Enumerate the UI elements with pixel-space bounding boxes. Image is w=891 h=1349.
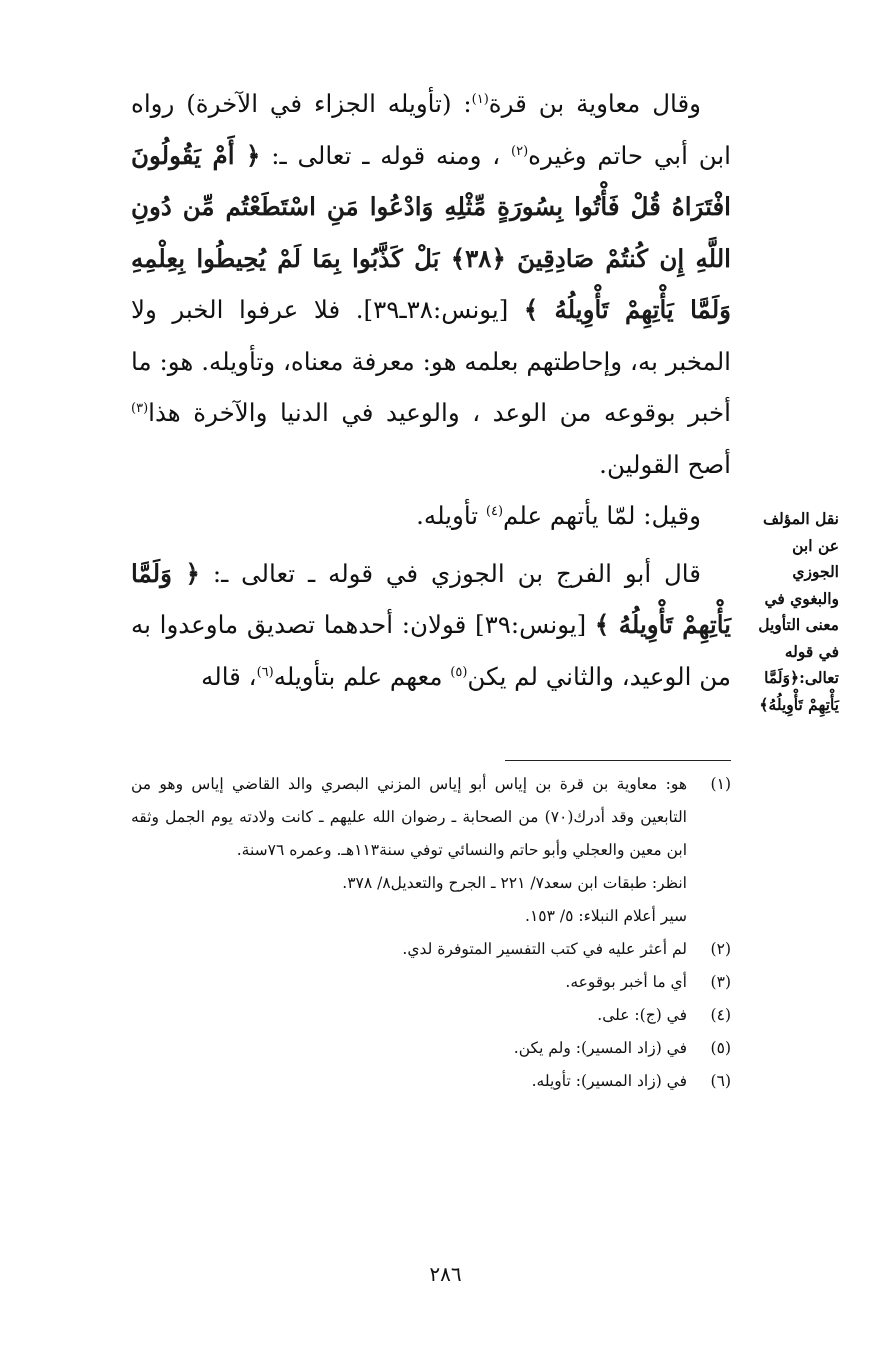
footnote-number: (٥) bbox=[710, 1039, 731, 1057]
footnote-1-reference: انظر: طبقات ابن سعد٧/ ٢٢١ ـ الجرح والتعديل٨/ ٣٧٨. bbox=[342, 874, 687, 892]
footnote-4 bbox=[131, 999, 731, 1032]
footnote-number: (١) bbox=[710, 775, 731, 793]
footnote-ref-4[interactable]: (٤) bbox=[485, 503, 504, 519]
footnote-text: في (زاد المسير): تأويله. bbox=[531, 1072, 687, 1090]
footnotes bbox=[131, 768, 731, 1098]
page-number: ٢٨٦ bbox=[429, 1262, 462, 1286]
footnote-ref-2[interactable]: (٢) bbox=[511, 143, 529, 159]
text-run: [يونس:٣٩] قولان: أحدهما تصديق ماوعدوا به من الوعيد، والثاني لم يكن bbox=[131, 610, 731, 691]
margin-note-verse: ﴿وَلَمَّا يَأْتِهِمْ تَأْوِيلُهُ﴾ bbox=[759, 668, 839, 714]
footnote-text: لم أعثر عليه في كتب التفسير المتوفرة لدي. bbox=[402, 940, 687, 958]
text-run: [يونس:٣٨ـ٣٩]. فلا عرفوا الخبر ولا المخبر به، وإحاطتهم بعلمه هو: معرفة معناه، وتأويله. هو: ما أخبر بوقوعه من الوعد ، والوعيد في الدنيا والآخرة هذا bbox=[131, 295, 731, 427]
text-run: معهم علم بتأويله bbox=[273, 661, 443, 691]
footnote-6 bbox=[131, 1065, 731, 1098]
footnote-number: (٤) bbox=[710, 1006, 731, 1024]
footnote-text: في (زاد المسير): ولم يكن. bbox=[513, 1039, 687, 1057]
text-run: ، ومنه قوله ـ تعالى ـ: bbox=[271, 140, 501, 170]
footnote-ref-3[interactable]: (٣) bbox=[131, 400, 149, 416]
footnote-ref-5[interactable]: (٥) bbox=[450, 664, 468, 680]
text-run: ، قاله bbox=[201, 661, 257, 691]
footnote-5 bbox=[131, 1032, 731, 1065]
footnote-text: في (ج): على. bbox=[597, 1006, 687, 1024]
footnote-1-reference: سير أعلام النبلاء: ٥/ ١٥٣. bbox=[525, 907, 687, 925]
text-run: وقال معاوية بن قرة bbox=[488, 89, 702, 118]
footnote-1 bbox=[131, 768, 731, 867]
quran-verse: ﴿ وَلَمَّا يَأْتِهِمْ تَأْوِيلُهُ ﴾ bbox=[131, 558, 731, 639]
footnote-number: (٢) bbox=[710, 940, 731, 958]
paragraph-2 bbox=[131, 490, 731, 542]
footnote-3 bbox=[131, 966, 731, 999]
text-run: : (تأويله الجزاء في الآخرة) رواه ابن أبي حاتم وغيره bbox=[131, 89, 731, 170]
footnote-number: (٣) bbox=[710, 973, 731, 991]
quran-verse: ﴿ أَمْ يَقُولُونَ افْتَرَاهُ قُلْ فَأْتُوا بِسُورَةٍ مِّثْلِهِ وَادْعُوا مَنِ اسْتَطَعْتُم مِّن دُونِ اللَّهِ إِن كُنتُمْ صَادِقِينَ ﴿٣٨﴾ بَلْ كَذَّبُوا بِمَا لَمْ يُحِيطُوا بِعِلْمِهِ وَلَمَّا يَأْتِهِمْ تَأْوِيلُهُ ﴾ bbox=[131, 140, 731, 324]
footnote-ref-1[interactable]: (١) bbox=[471, 91, 489, 107]
text-run: تأويله. bbox=[416, 501, 479, 530]
margin-note-text: نقل المؤلف عن ابن الجوزي والبغوي في معنى التأويل في قوله تعالى: bbox=[758, 509, 839, 687]
text-run: أصح القولين. bbox=[599, 449, 731, 479]
paragraph-1 bbox=[131, 78, 731, 490]
text-run: قال أبو الفرج بن الجوزي في قوله ـ تعالى ـ: bbox=[212, 558, 701, 588]
footnote-ref-6[interactable]: (٦) bbox=[256, 664, 274, 680]
paragraph-3 bbox=[131, 548, 731, 703]
footnote-text: هو: معاوية بن قرة بن إياس أبو إياس المزني البصري والد القاضي إياس وهو من التابعين وقد أدرك(٧٠) من الصحابة ـ رضوان الله عليهم ـ كانت ولادته يوم الجمل وثقه ابن معين والعجلي وأبو حاتم والنسائي توفي سنة١١٣هـ. وعمره ٧٦سنة. bbox=[131, 775, 687, 859]
footnote-separator bbox=[505, 760, 731, 761]
footnote-text: أي ما أخبر بوقوعه. bbox=[565, 973, 687, 991]
text-run: وقيل: لمّا يأتهم علم bbox=[503, 501, 701, 530]
footnote-number: (٦) bbox=[710, 1072, 731, 1090]
footnote-2 bbox=[131, 933, 731, 966]
main-text bbox=[131, 78, 731, 702]
margin-note bbox=[741, 506, 839, 718]
